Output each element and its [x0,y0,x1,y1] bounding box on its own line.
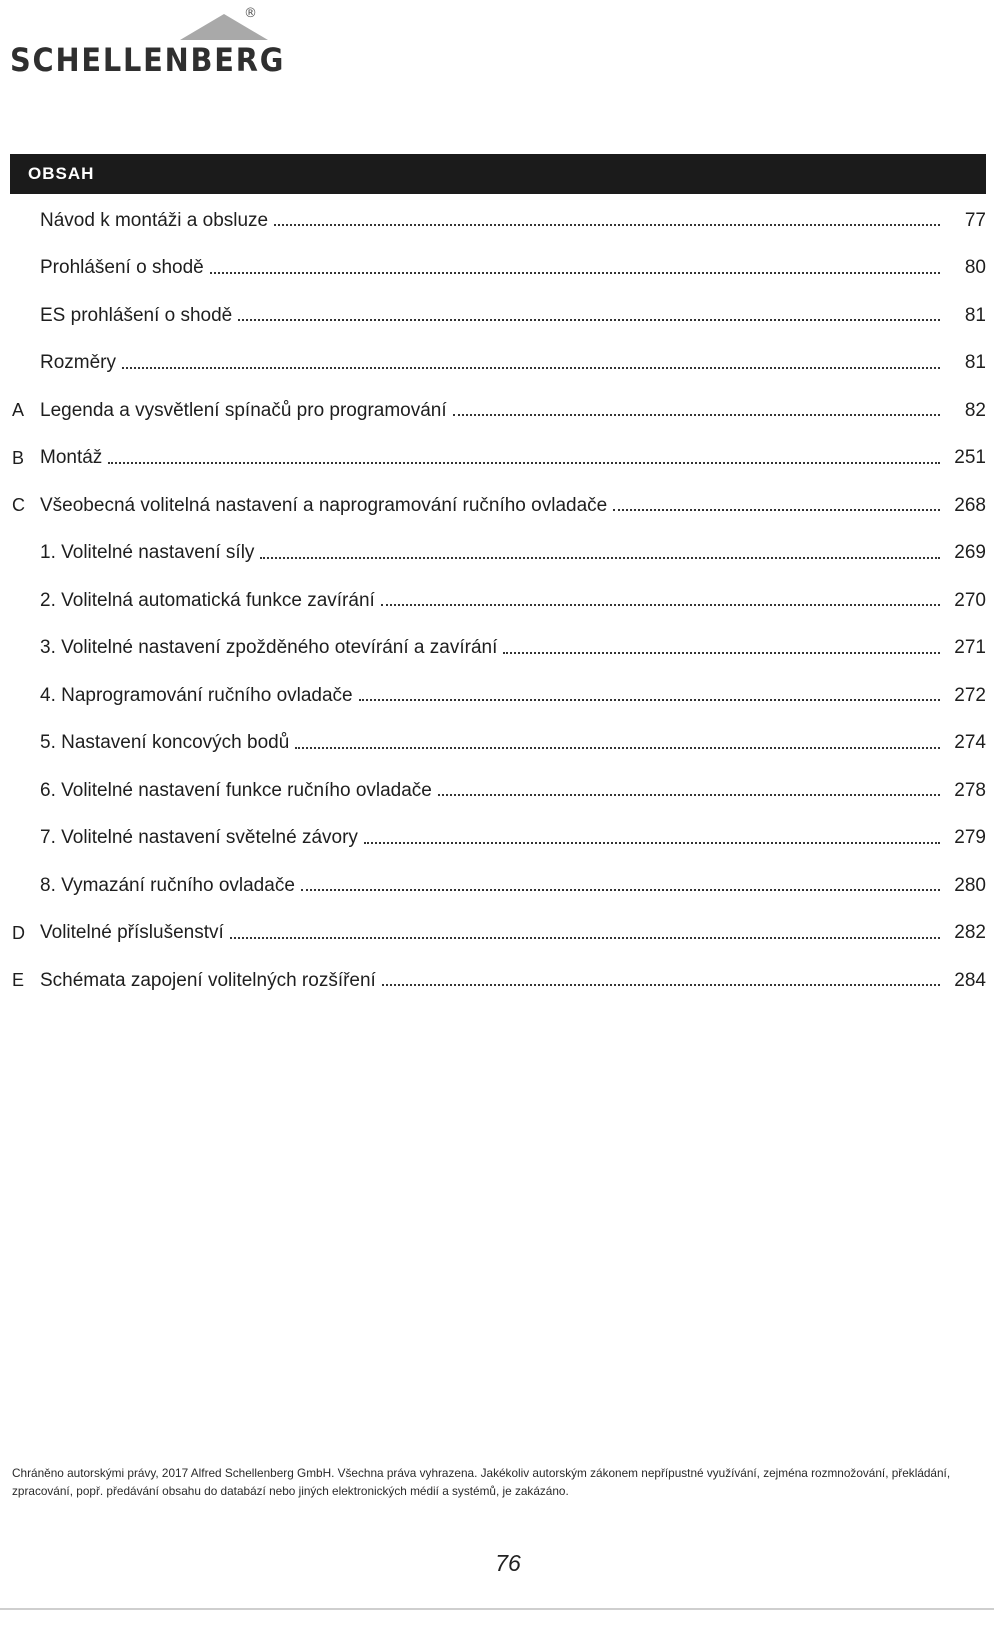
dot-leader [301,870,940,891]
toc-label[interactable]: 8. Vymazání ručního ovladače [40,874,295,896]
toc-entry[interactable] [10,862,986,910]
toc-label[interactable]: 4. Naprogramování ručního ovladače [40,684,353,706]
toc-entry[interactable] [10,910,986,958]
toc-page-number[interactable]: 280 [954,874,986,896]
brand-logo [8,6,286,79]
copyright-notice: Chráněno autorskými právy, 2017 Alfred Schellenberg GmbH. Všechna práva vyhrazena. Jakékoliv autorským zákonem nepřípustné využívání, zejména rozmnožování, překládání, zpracování, popř. předávání obsahu do databází nebo jiných elektronických médií a systémů, je zakázáno. [12,1466,951,1498]
toc-page-number[interactable]: 284 [954,969,986,991]
dot-leader [230,918,940,939]
toc-page-number[interactable]: 272 [954,684,986,706]
toc-letter: C [12,495,25,516]
dot-leader [381,585,940,606]
toc-label[interactable]: Všeobecná volitelná nastavení a naprogramování ručního ovladače [40,494,608,516]
dot-leader [438,775,940,796]
toc-page-number[interactable]: 282 [954,922,986,944]
toc-letter: D [12,922,25,943]
toc-page-number[interactable]: 81 [964,352,986,374]
toc-label[interactable]: Schémata zapojení volitelných rozšíření [40,969,376,991]
dot-leader [108,443,940,464]
toc-page-number[interactable]: 278 [954,779,986,801]
toc-label[interactable]: 1. Volitelné nastavení síly [40,542,255,564]
toc-page-number[interactable]: 77 [964,209,986,231]
toc-page-number[interactable]: 270 [954,589,986,611]
toc-letter: B [12,447,25,468]
toc-label[interactable]: Prohlášení o shodě [40,257,204,279]
toc-letter: E [12,970,25,991]
toc-entry[interactable] [10,197,986,245]
toc-entry[interactable] [10,767,986,815]
toc-label[interactable]: Návod k montáži a obsluze [40,209,269,231]
dot-leader [122,348,940,369]
toc-label[interactable]: 5. Nastavení koncových bodů [40,732,290,754]
toc-page-number[interactable]: 271 [954,637,986,659]
toc-label[interactable]: 7. Volitelné nastavení světelné závory [40,827,358,849]
toc-entry[interactable] [10,625,986,673]
registered-mark: ® [244,6,257,21]
table-of-contents [10,197,986,1005]
dot-leader [382,965,940,986]
bottom-divider [0,1608,994,1610]
toc-entry[interactable] [10,815,986,863]
section-title: OBSAH [28,164,95,183]
dot-leader [453,395,940,416]
toc-page-number[interactable]: 274 [954,732,986,754]
dot-leader [613,490,940,511]
dot-leader [238,300,940,321]
toc-entry[interactable] [10,340,986,388]
toc-label[interactable]: Rozměry [40,352,117,374]
dot-leader [260,538,940,559]
toc-label[interactable]: 6. Volitelné nastavení funkce ručního ovladače [40,779,432,801]
toc-page-number[interactable]: 268 [954,494,986,516]
page-number: 76 [495,1550,521,1576]
toc-entry[interactable] [10,292,986,340]
brand-wordmark: SCHELLENBERG [10,41,286,79]
toc-entry[interactable] [10,577,986,625]
dot-leader [295,728,940,749]
toc-page-number[interactable]: 279 [954,827,986,849]
toc-entry[interactable] [10,387,986,435]
dot-leader [359,680,940,701]
toc-letter: A [12,400,25,421]
dot-leader [274,205,940,226]
toc-label[interactable]: Legenda a vysvětlení spínačů pro programování [40,399,447,421]
dot-leader [364,823,940,844]
toc-entry[interactable] [10,720,986,768]
toc-label[interactable]: Montáž [40,447,103,469]
toc-page-number[interactable]: 80 [964,257,986,279]
toc-entry[interactable] [10,957,986,1005]
section-header-bar [10,154,986,194]
toc-label[interactable]: 2. Volitelná automatická funkce zavírání [40,589,375,611]
toc-page-number[interactable]: 81 [964,304,986,326]
toc-label[interactable]: ES prohlášení o shodě [40,304,233,326]
toc-page-number[interactable]: 251 [954,447,986,469]
toc-page-number[interactable]: 82 [964,399,986,421]
toc-entry[interactable] [10,530,986,578]
dot-leader [503,633,940,654]
toc-label[interactable]: 3. Volitelné nastavení zpožděného otevírání a zavírání [40,637,498,659]
toc-entry[interactable] [10,672,986,720]
toc-entry[interactable] [10,245,986,293]
dot-leader [210,253,940,274]
toc-page-number[interactable]: 269 [954,542,986,564]
toc-entry[interactable] [10,482,986,530]
toc-label[interactable]: Volitelné příslušenství [40,922,224,944]
toc-entry[interactable] [10,435,986,483]
